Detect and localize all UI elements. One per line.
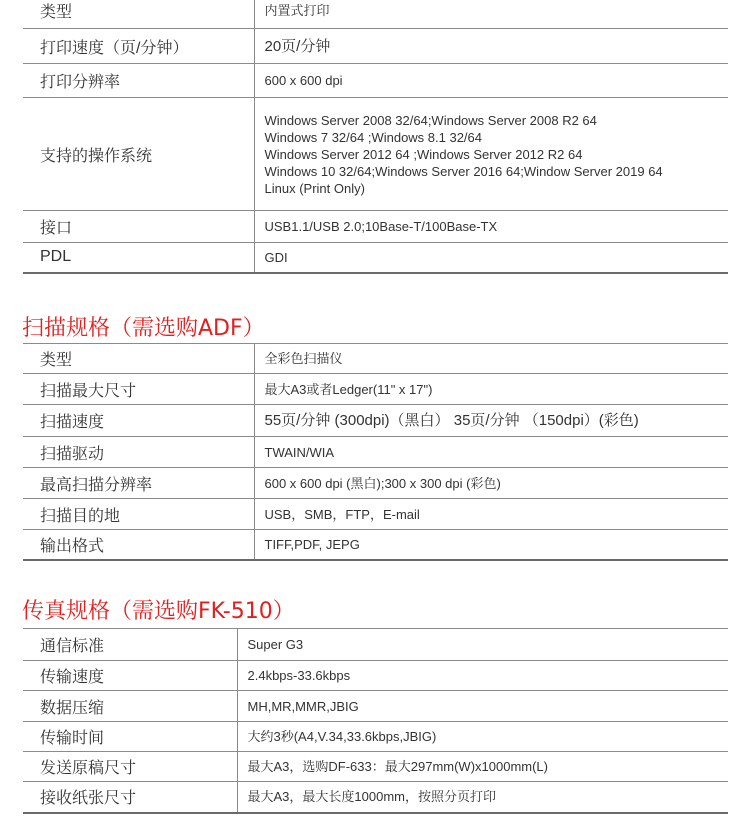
spec-value: 600 x 600 dpi (黑白);300 x 300 dpi (彩色) bbox=[254, 468, 728, 499]
table-row bbox=[23, 344, 728, 374]
spec-key: 输出格式 bbox=[23, 530, 254, 560]
spec-value: 最大A3，选购DF-633：最大297mm(W)x1000mm(L) bbox=[237, 752, 728, 782]
table-row bbox=[23, 211, 728, 243]
spec-value: USB，SMB，FTP，E-mail bbox=[254, 499, 728, 530]
os-line: Linux (Print Only) bbox=[264, 180, 365, 196]
spec-value-os-list bbox=[254, 98, 728, 211]
table-row bbox=[23, 629, 728, 661]
spec-value: 最大A3或者Ledger(11" x 17") bbox=[254, 374, 728, 405]
spec-value: TIFF,PDF, JEPG bbox=[254, 530, 728, 560]
spec-key: 传输时间 bbox=[23, 722, 237, 752]
spec-key: 传输速度 bbox=[23, 661, 237, 691]
spec-value: GDI bbox=[254, 243, 728, 273]
spec-key: 发送原稿尺寸 bbox=[23, 752, 237, 782]
table-row bbox=[23, 64, 728, 98]
spec-key: 打印分辨率 bbox=[23, 64, 254, 98]
table-row bbox=[23, 661, 728, 691]
printer-spec-table bbox=[23, 0, 728, 274]
spec-value: 55页/分钟 (300dpi)（黑白） 35页/分钟 （150dpi）(彩色) bbox=[254, 405, 728, 437]
table-row bbox=[23, 499, 728, 530]
spec-key: 接口 bbox=[23, 211, 254, 243]
spec-value: 2.4kbps-33.6kbps bbox=[237, 661, 728, 691]
os-line: Windows Server 2012 64 ;Windows Server 2012 R2 64 bbox=[264, 146, 583, 162]
spec-key: PDL bbox=[23, 243, 254, 273]
spec-key: 数据压缩 bbox=[23, 691, 237, 722]
os-line: Windows 7 32/64 ;Windows 8.1 32/64 bbox=[264, 129, 483, 145]
spec-key: 扫描最大尺寸 bbox=[23, 374, 254, 405]
table-row bbox=[23, 29, 728, 64]
spec-value: 内置式打印 bbox=[254, 0, 728, 29]
table-row bbox=[23, 722, 728, 752]
os-line: Windows Server 2008 32/64;Windows Server 2008 R2 64 bbox=[264, 112, 597, 128]
table-row bbox=[23, 243, 728, 273]
spec-key: 支持的操作系统 bbox=[23, 98, 254, 211]
spec-key: 通信标准 bbox=[23, 629, 237, 661]
spec-key: 扫描速度 bbox=[23, 405, 254, 437]
scan-spec-table bbox=[23, 343, 728, 561]
spec-value: Super G3 bbox=[237, 629, 728, 661]
table-row bbox=[23, 405, 728, 437]
spec-value: MH,MR,MMR,JBIG bbox=[237, 691, 728, 722]
table-row bbox=[23, 782, 728, 813]
spec-value: 全彩色扫描仪 bbox=[254, 344, 728, 374]
spec-key: 类型 bbox=[23, 344, 254, 374]
table-row bbox=[23, 530, 728, 560]
table-row bbox=[23, 468, 728, 499]
spec-value: USB1.1/USB 2.0;10Base-T/100Base-TX bbox=[254, 211, 728, 243]
spec-key: 打印速度（页/分钟） bbox=[23, 29, 254, 64]
spec-value: 600 x 600 dpi bbox=[254, 64, 728, 98]
table-row bbox=[23, 0, 728, 29]
spec-key: 扫描驱动 bbox=[23, 437, 254, 468]
table-row bbox=[23, 374, 728, 405]
spec-key: 扫描目的地 bbox=[23, 499, 254, 530]
table-row bbox=[23, 437, 728, 468]
spec-value: TWAIN/WIA bbox=[254, 437, 728, 468]
spec-value: 大约3秒(A4,V.34,33.6kbps,JBIG) bbox=[237, 722, 728, 752]
spec-key: 接收纸张尺寸 bbox=[23, 782, 237, 813]
fax-spec-table bbox=[23, 628, 728, 814]
spec-value: 最大A3，最大长度1000mm，按照分页打印 bbox=[237, 782, 728, 813]
os-line: Windows 10 32/64;Windows Server 2016 64;Window Server 2019 64 bbox=[264, 163, 663, 179]
table-row bbox=[23, 752, 728, 782]
table-row bbox=[23, 98, 728, 211]
scan-section-title: 扫描规格（需选购ADF） bbox=[22, 316, 265, 341]
spec-key: 类型 bbox=[23, 0, 254, 29]
spec-value: 20页/分钟 bbox=[254, 29, 728, 64]
table-row bbox=[23, 691, 728, 722]
spec-key: 最高扫描分辨率 bbox=[23, 468, 254, 499]
fax-section-title: 传真规格（需选购FK-510） bbox=[22, 599, 295, 624]
